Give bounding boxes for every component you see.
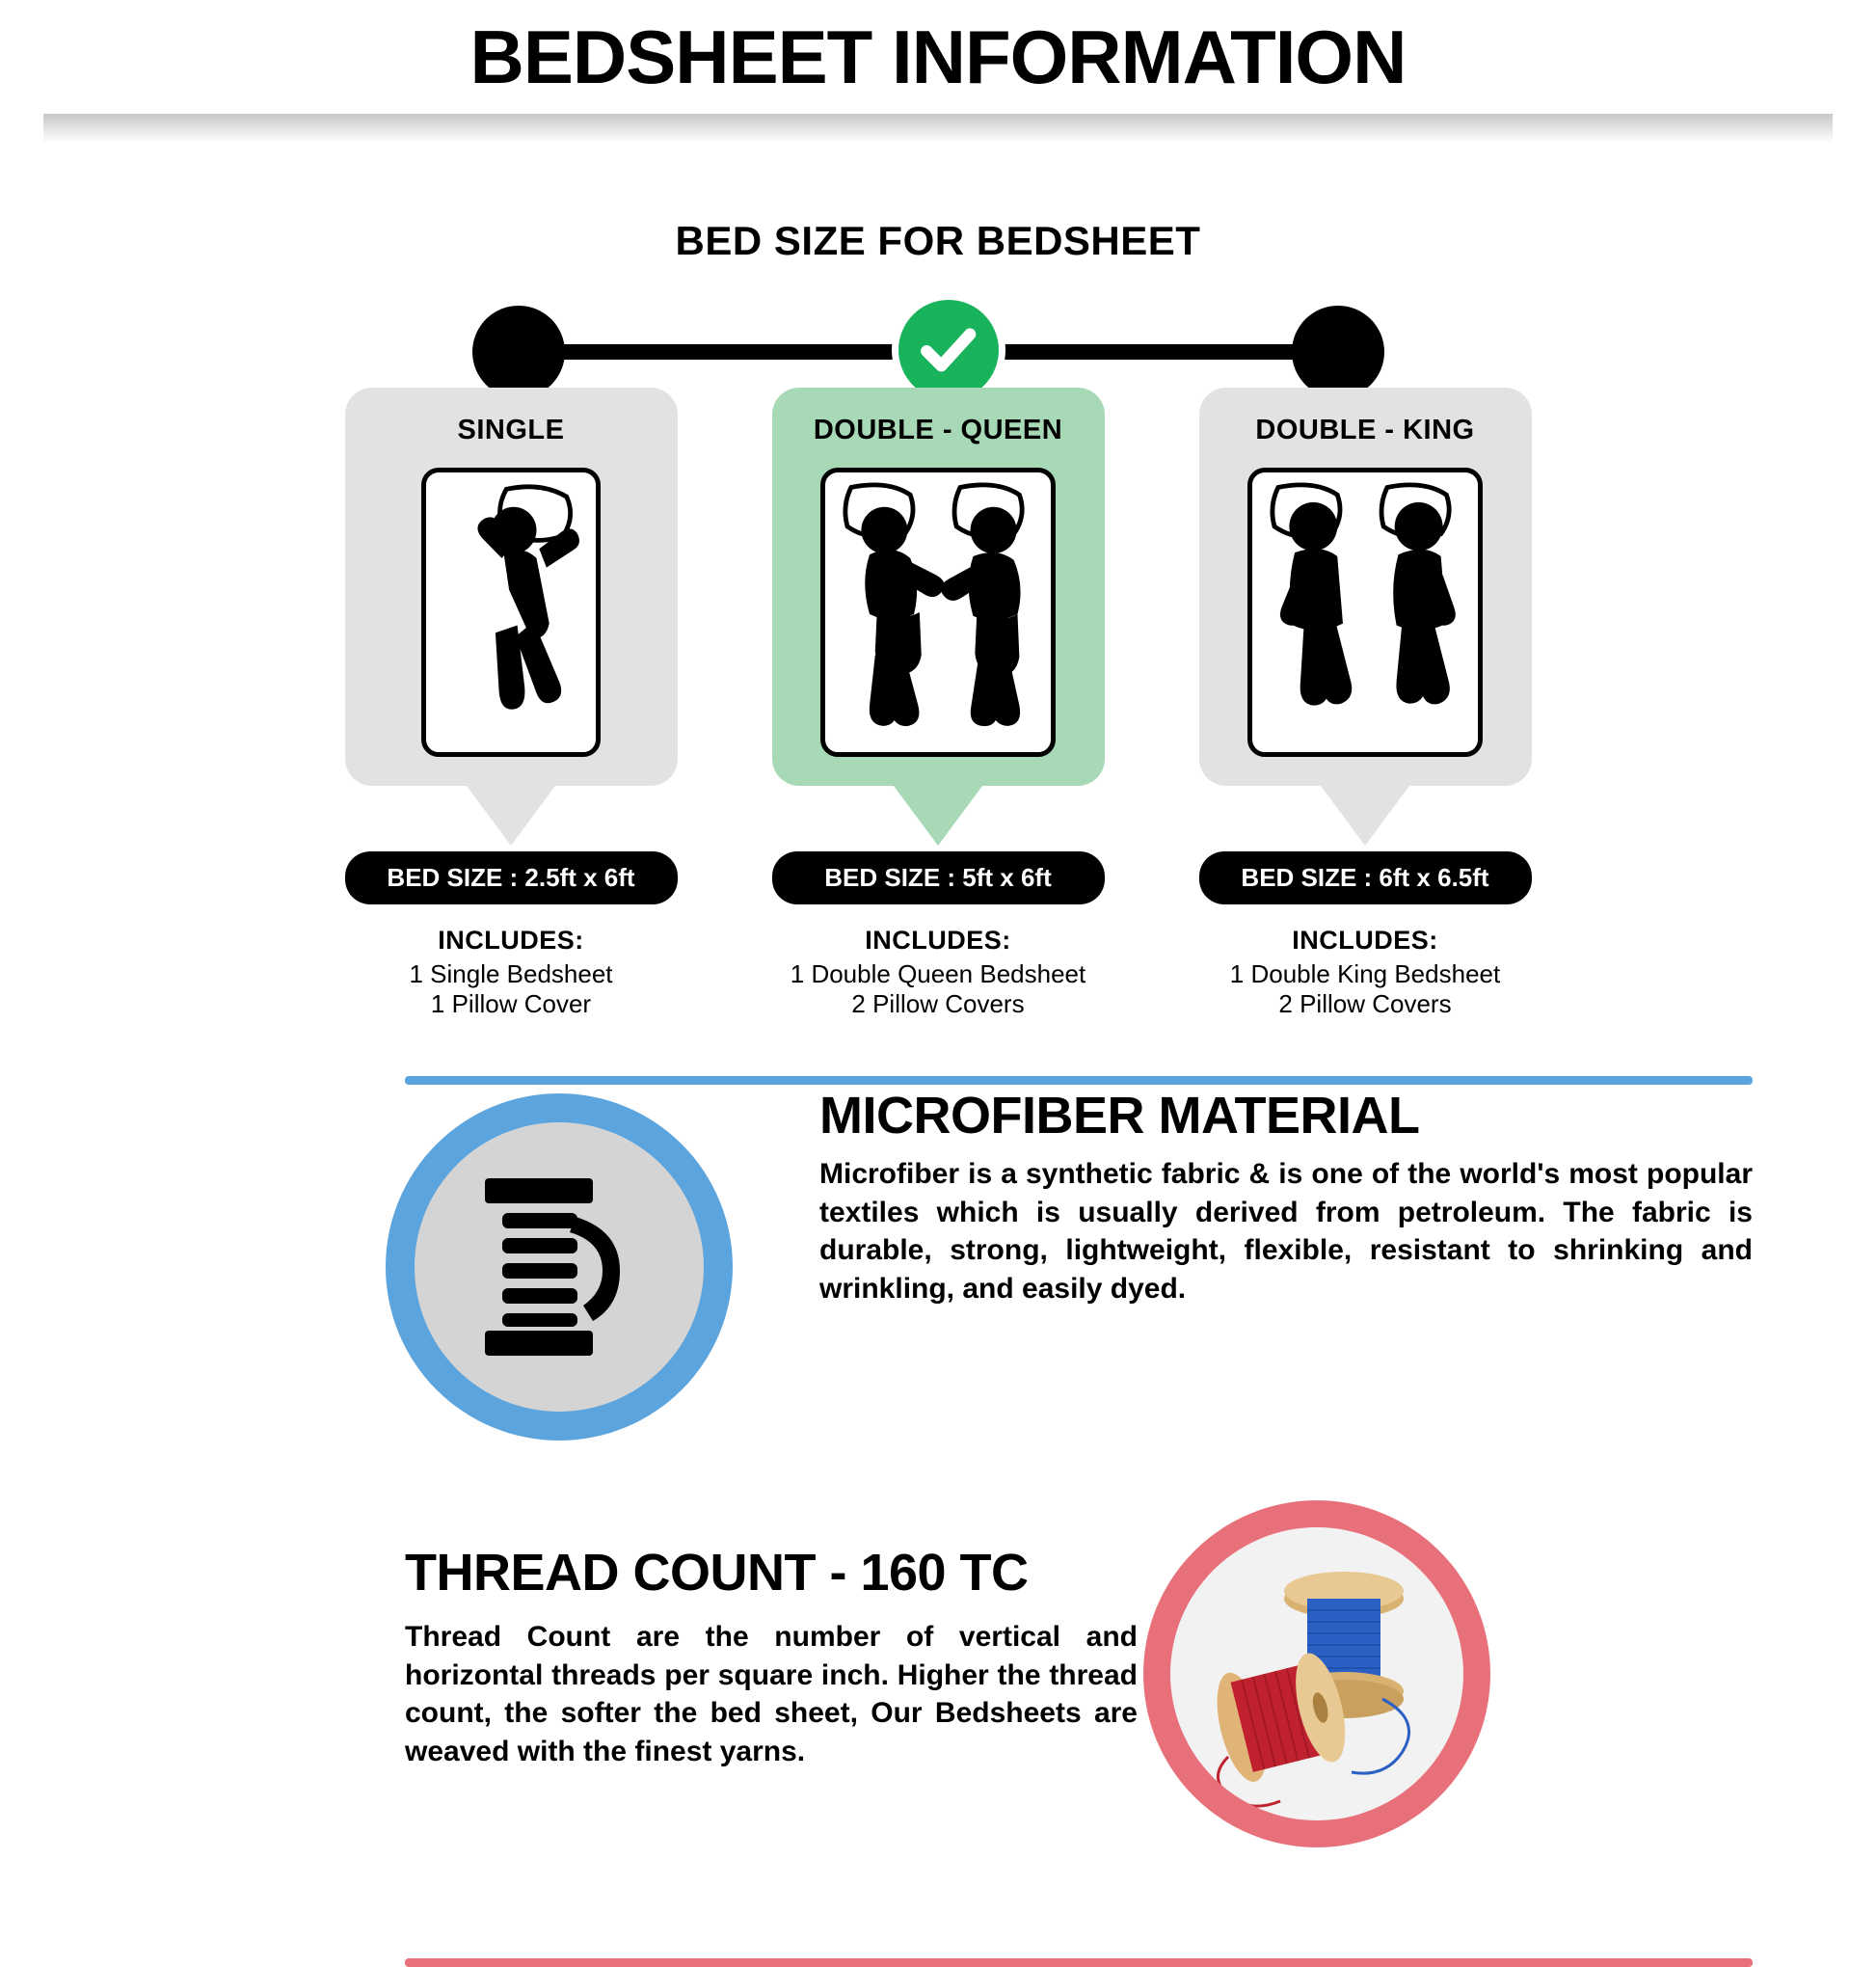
bed-size-cards xyxy=(0,388,1876,1018)
thread-count-accent-bar xyxy=(405,1958,1753,1967)
bed-option-single-includes-title: INCLUDES: xyxy=(438,926,584,955)
double-king-card-pointer xyxy=(1321,786,1409,846)
bed-option-double-king-includes-list xyxy=(1199,959,1532,1018)
bed-option-double-queen-label: DOUBLE - QUEEN xyxy=(813,415,1063,445)
bed-size-section-title: BED SIZE FOR BEDSHEET xyxy=(675,218,1201,263)
bed-size-options-area xyxy=(0,301,1876,1034)
thread-count-image-badge xyxy=(1143,1500,1490,1847)
yarn-spools-photo xyxy=(1172,1529,1461,1819)
microfiber-icon-badge xyxy=(386,1093,733,1441)
bed-option-double-queen-includes-title: INCLUDES: xyxy=(865,926,1011,955)
list-item: 2 Pillow Covers xyxy=(851,988,1025,1018)
thread-count-title: THREAD COUNT - 160 TC xyxy=(405,1544,1029,1602)
bed-option-double-king-card[interactable] xyxy=(1199,388,1532,786)
page-header xyxy=(0,0,1876,114)
thread-count-text-block xyxy=(405,1543,1138,1770)
thread-count-body: Thread Count are the number of vertical and horizontal threads per square inch. Higher the thread count, the softer the bed sheet, Our Bedsheets are weaved with the finest yarns. xyxy=(405,1621,1138,1767)
double-king-bed-persons-icon xyxy=(1247,468,1483,757)
microfiber-text-block xyxy=(819,1086,1753,1307)
bed-option-double-king-includes-title: INCLUDES: xyxy=(1292,926,1438,955)
microfiber-icon-inner xyxy=(415,1122,704,1412)
page-title: BEDSHEET INFORMATION xyxy=(469,14,1407,99)
bed-option-single[interactable] xyxy=(345,388,678,1018)
single-bed-person-icon xyxy=(421,468,601,757)
thread-count-image-inner xyxy=(1170,1527,1463,1820)
bed-option-double-queen[interactable] xyxy=(772,388,1105,1018)
bed-option-double-king-label: DOUBLE - KING xyxy=(1255,415,1475,445)
bed-option-single-label: SINGLE xyxy=(457,415,565,445)
list-item: 1 Pillow Cover xyxy=(430,988,592,1018)
thread-spool-icon xyxy=(468,1171,651,1363)
bed-option-double-queen-size: BED SIZE : 5ft x 6ft xyxy=(772,851,1105,904)
double-queen-card-pointer xyxy=(894,786,982,846)
option-marker-double-king[interactable] xyxy=(1292,306,1384,398)
single-card-pointer xyxy=(467,786,555,846)
bed-option-single-includes-list xyxy=(345,959,678,1018)
microfiber-accent-bar xyxy=(405,1076,1753,1085)
bed-option-single-size: BED SIZE : 2.5ft x 6ft xyxy=(345,851,678,904)
bed-option-double-queen-card[interactable] xyxy=(772,388,1105,786)
bed-option-double-queen-includes-list xyxy=(772,959,1105,1018)
list-item: 2 Pillow Covers xyxy=(1278,988,1452,1018)
list-item: 1 Single Bedsheet xyxy=(409,959,613,988)
bed-option-double-king[interactable] xyxy=(1199,388,1532,1018)
header-shadow-divider xyxy=(43,114,1833,143)
bed-option-double-king-size: BED SIZE : 6ft x 6.5ft xyxy=(1199,851,1532,904)
list-item: 1 Double King Bedsheet xyxy=(1229,959,1501,988)
option-marker-single[interactable] xyxy=(472,306,565,398)
microfiber-title: MICROFIBER MATERIAL xyxy=(819,1087,1420,1145)
check-icon xyxy=(915,316,982,384)
bed-option-single-card[interactable] xyxy=(345,388,678,786)
double-queen-bed-persons-icon xyxy=(820,468,1056,757)
list-item: 1 Double Queen Bedsheet xyxy=(790,959,1086,988)
thread-count-section xyxy=(0,1523,1876,1957)
microfiber-body: Microfiber is a synthetic fabric & is one of the world's most popular textiles which is usually derived from petroleum. The fabric is durable, strong, lightweight, flexible, resistant to shrinking and wrinkling, and easily dyed. xyxy=(819,1158,1753,1305)
microfiber-section xyxy=(0,1076,1876,1462)
